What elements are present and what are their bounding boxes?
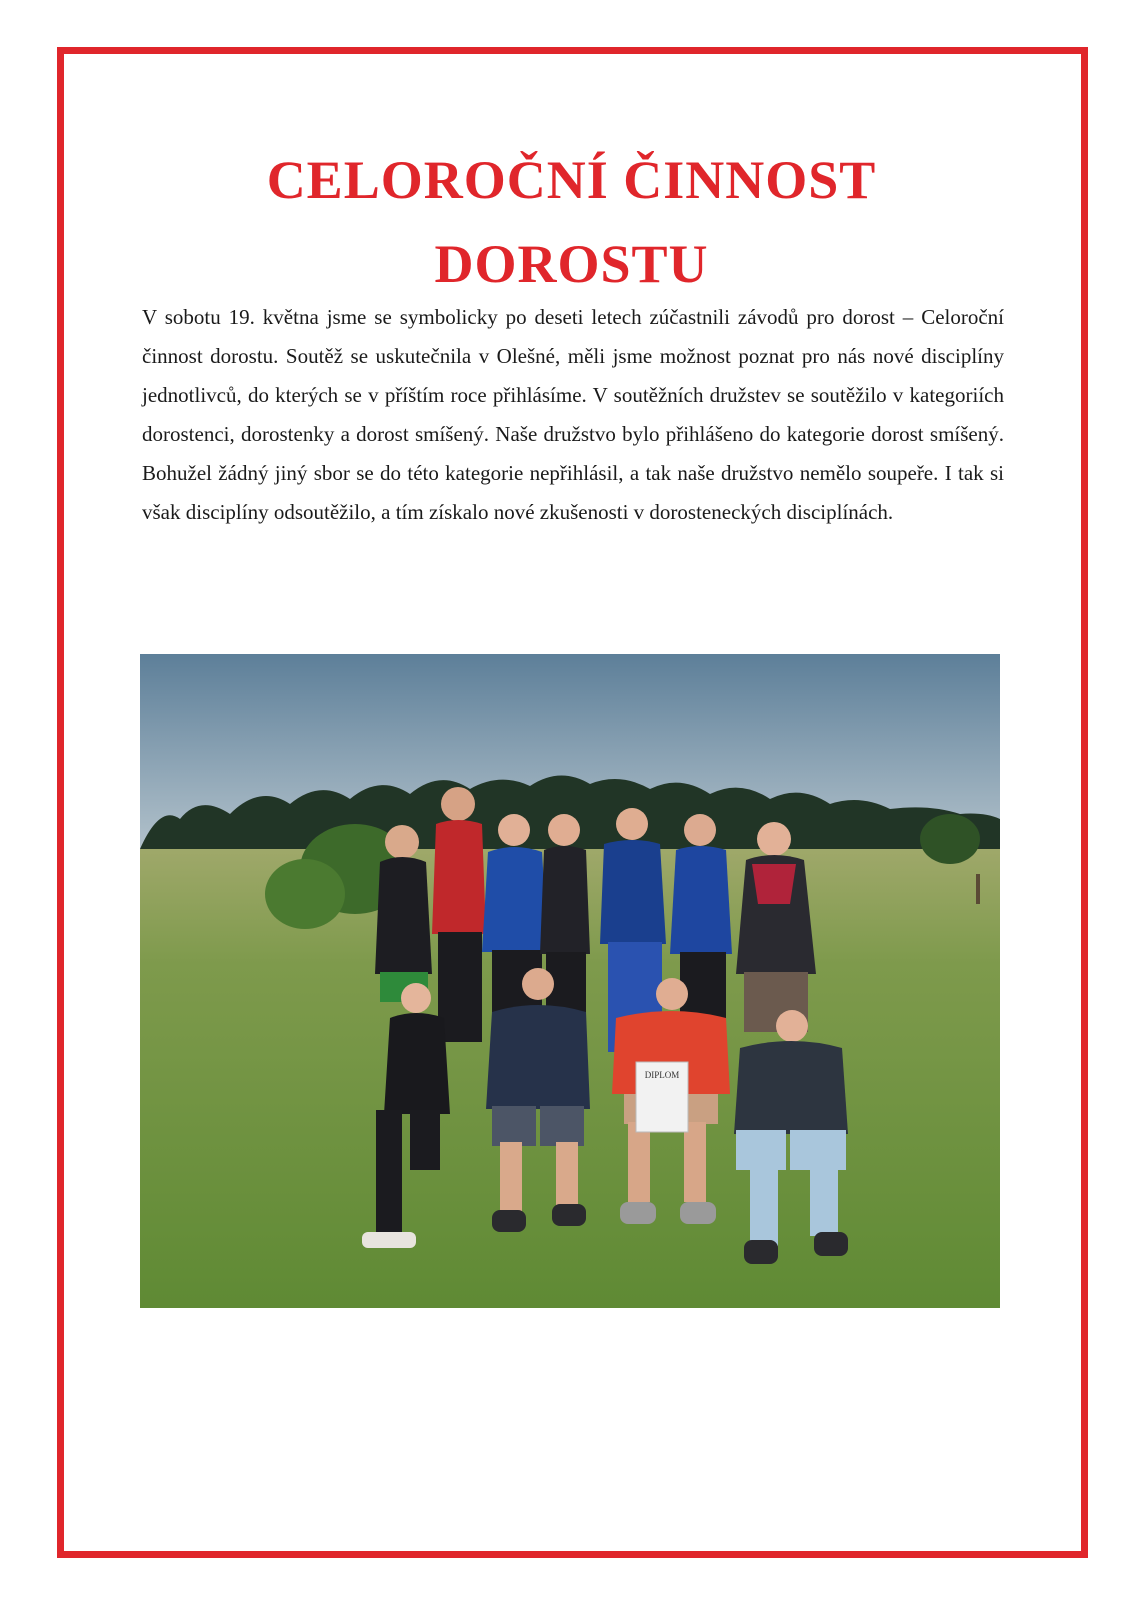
page-title xyxy=(0,138,1131,306)
team-photo-illustration xyxy=(140,654,1000,1308)
team-photo xyxy=(140,654,1000,1308)
bush xyxy=(265,859,345,929)
bush xyxy=(920,814,980,864)
title-line-1: CELOROČNÍ ČINNOST xyxy=(266,150,877,210)
title-line-2: DOROSTU xyxy=(434,234,709,294)
article-paragraph: V sobotu 19. května jsme se symbolicky po deseti letech zúčastnili závodů pro dorost – Celoroční činnost dorostu. Soutěž se uskutečnila v Olešné, měli jsme možnost poznat pro nás nové disciplíny jednotlivců, do kterých se v příštím roce přihlásíme. V soutěžních družstev se soutěžilo v kategoriích dorostenci, dorostenky a dorost smíšený. Naše družstvo bylo přihlášeno do kategorie dorost smíšený. Bohužel žádný jiný sbor se do této kategorie nepřihlásil, a tak naše družstvo nemělo soupeře. I tak si však disciplíny odsoutěžilo, a tím získalo nové zkušenosti v dorosteneckých disciplínách. xyxy=(142,305,1004,524)
diploma-label: DIPLOM xyxy=(644,1070,680,1080)
fence-post xyxy=(976,874,980,904)
